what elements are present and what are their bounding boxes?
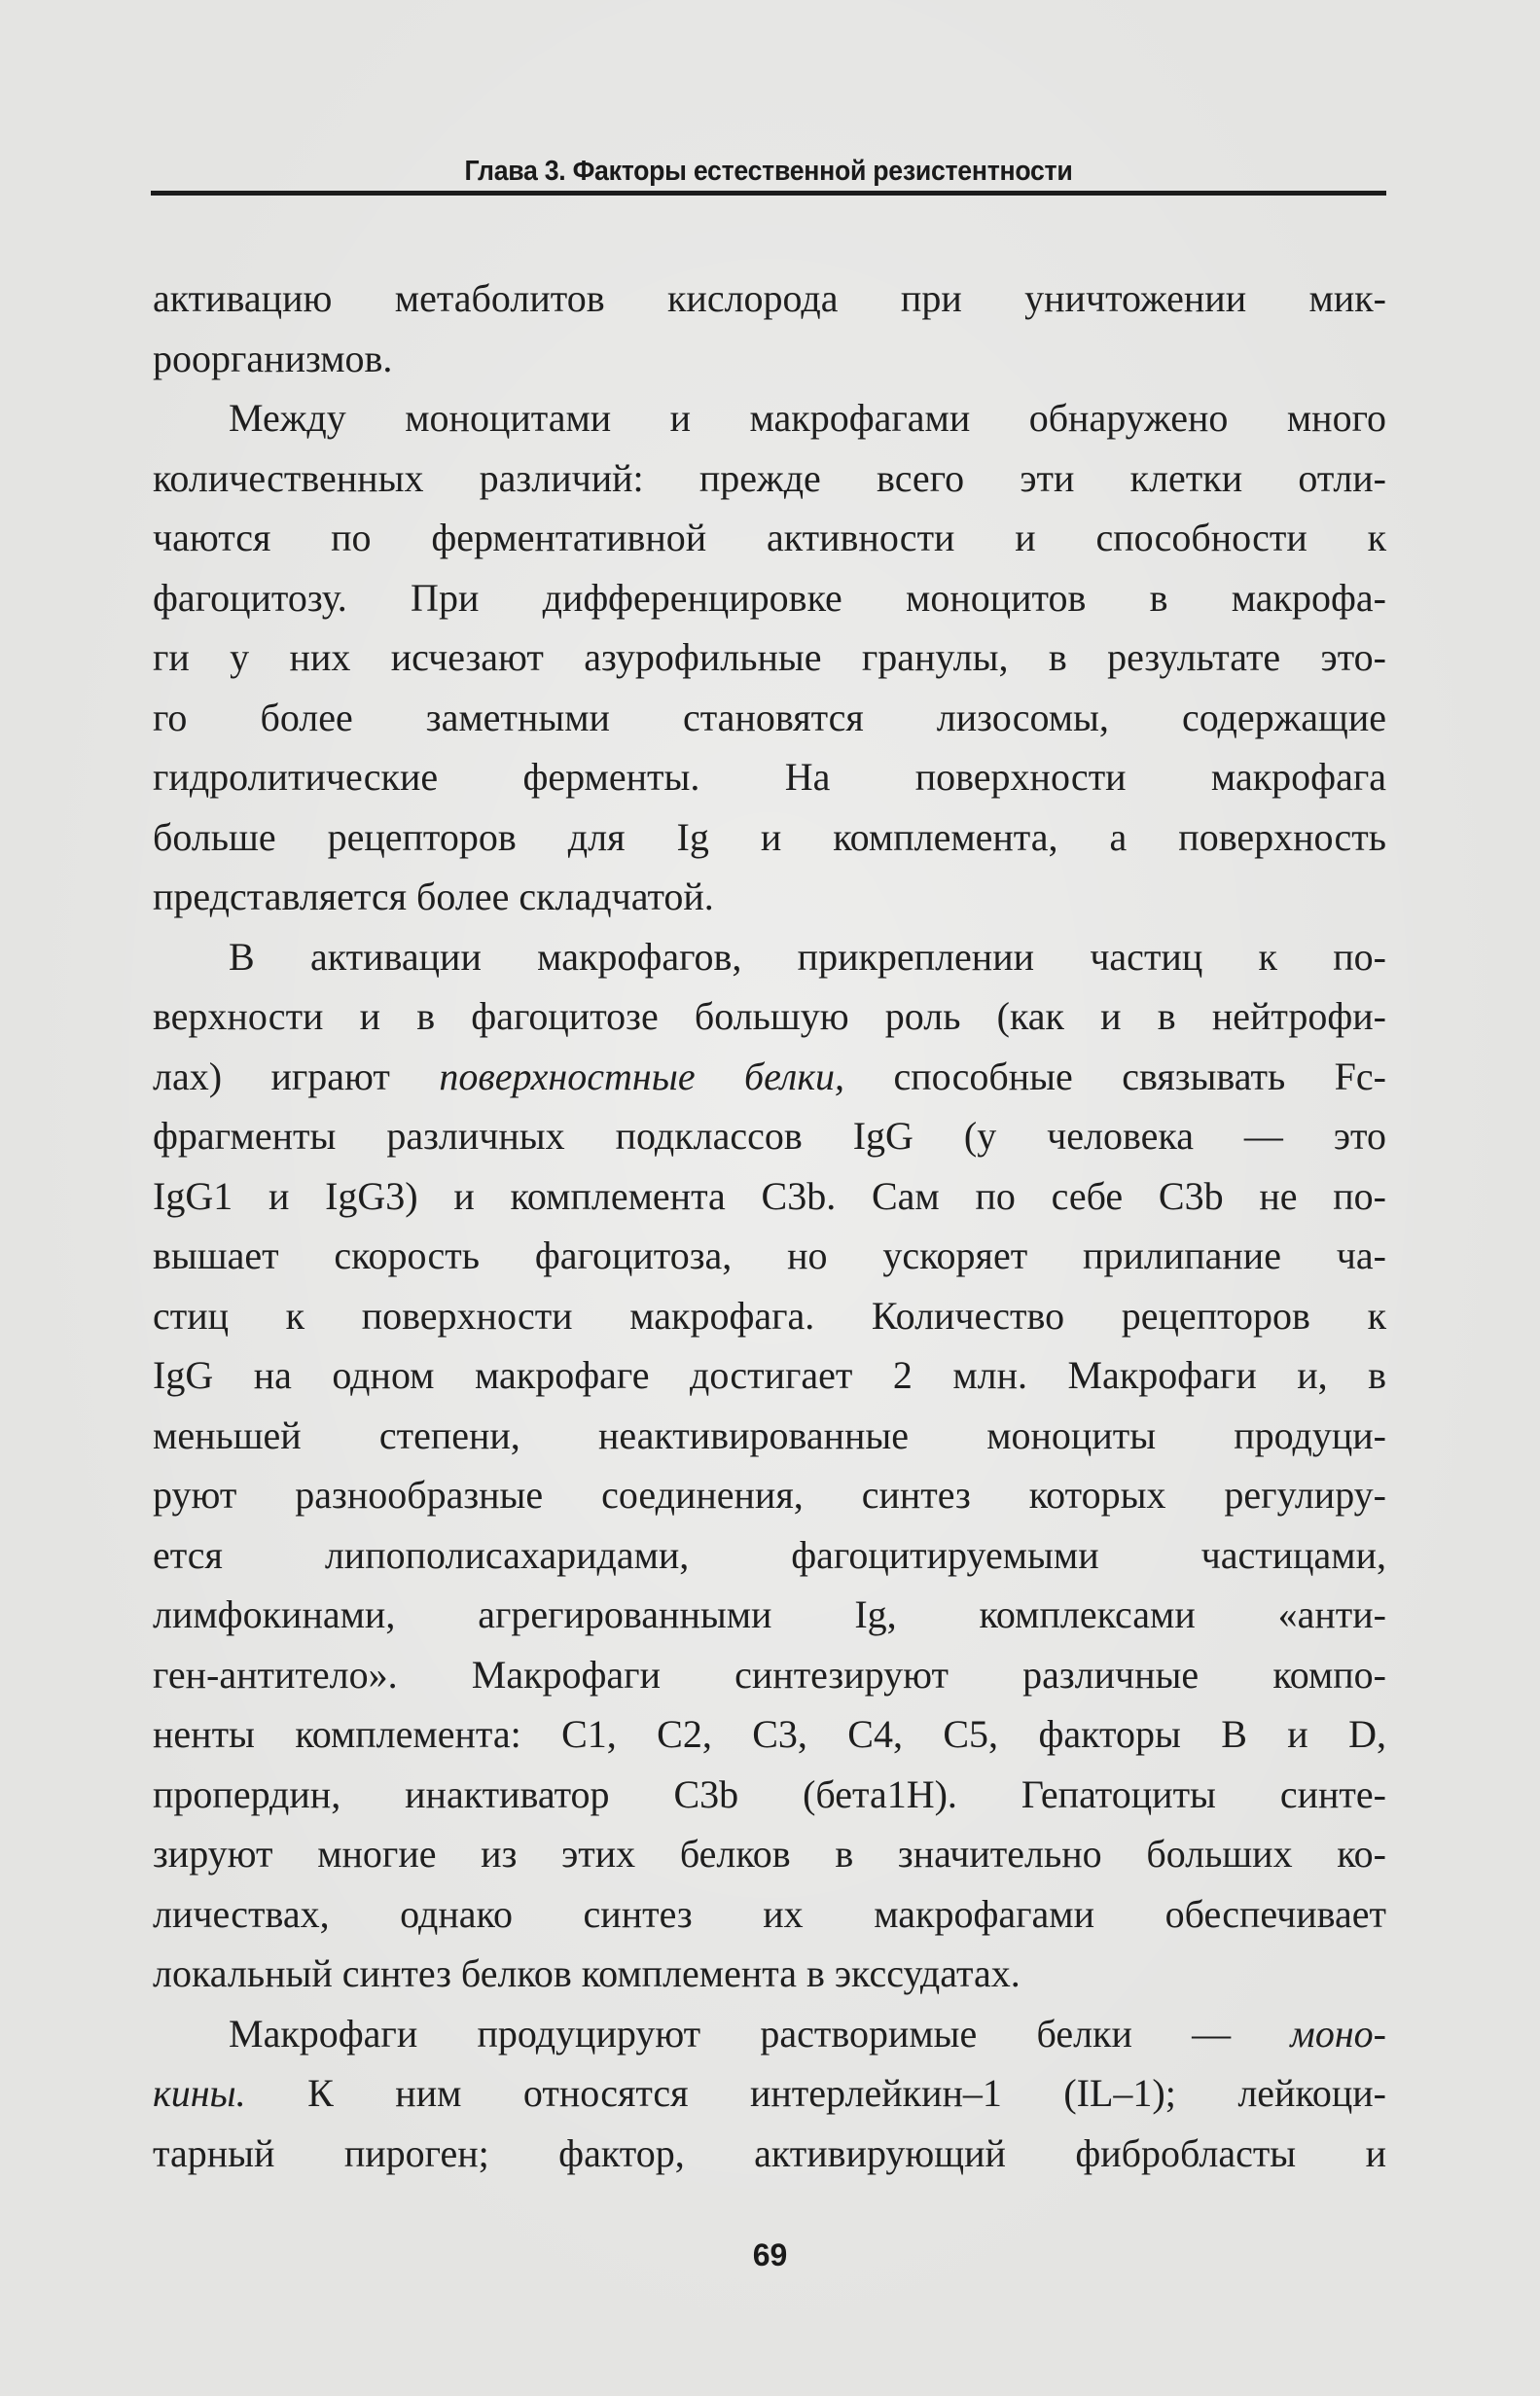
- text-line: представляется более складчатой.: [153, 875, 714, 918]
- italic-term: поверхностные белки,: [439, 1054, 845, 1098]
- text-line: IgG на одном макрофаге достигает 2 млн. Макрофаги и, в: [153, 1353, 1386, 1397]
- text-line: ги у них исчезают азурофильные гранулы, в результате это-: [153, 635, 1386, 679]
- italic-term: моно-: [1290, 2011, 1386, 2056]
- text-line: личествах, однако синтез их макрофагами обеспечивает: [153, 1891, 1386, 1936]
- text-line: локальный синтез белков комплемента в экссудатах.: [153, 1951, 1021, 1995]
- paragraph-first-line: В активации макрофагов, прикреплении частиц к по-: [229, 934, 1386, 979]
- text-line: тарный пироген; фактор, активирующий фибробласты и: [153, 2130, 1386, 2175]
- text-line: го более заметными становятся лизосомы, содержащие: [153, 695, 1386, 739]
- text-line: вышает скорость фагоцитоза, но ускоряет прилипание ча-: [153, 1234, 1386, 1277]
- text-line: роорганизмов.: [153, 336, 393, 380]
- header-rule: [151, 191, 1386, 196]
- text-line: руют разнообразные соединения, синтез которых регулиру-: [153, 1473, 1386, 1517]
- text-line: кины. К ним относятся интерлейкин–1 (IL–1); лейкоци-: [153, 2071, 1386, 2115]
- text-line: фрагменты различных подклассов IgG (у человека — это: [153, 1114, 1386, 1158]
- italic-term: кины.: [153, 2071, 246, 2115]
- text-line: больше рецепторов для Ig и комплемента, а поверхность: [153, 814, 1386, 859]
- text-line: чаются по ферментативной активности и способности к: [153, 516, 1386, 559]
- running-head: Глава 3. Факторы естественной резистентности: [464, 156, 1073, 187]
- text-line: гидролитические ферменты. На поверхности макрофага: [153, 755, 1386, 799]
- text-line: ген-антитело». Макрофаги синтезируют различные компо-: [153, 1652, 1386, 1697]
- text-line: лах) играют поверхностные белки, способные связывать Fc-: [153, 1054, 1386, 1098]
- text-line: ется липополисахаридами, фагоцитируемыми частицами,: [153, 1532, 1386, 1577]
- text-line: ненты комплемента: C1, C2, C3, C4, C5, факторы В и D,: [153, 1712, 1386, 1756]
- text-line: IgG1 и IgG3) и комплемента С3b. Сам по себе С3b не по-: [153, 1173, 1386, 1218]
- text-line: лимфокинами, агрегированными Ig, комплексами «анти-: [153, 1592, 1386, 1636]
- text-line: меньшей степени, неактивированные моноциты продуци-: [153, 1413, 1386, 1457]
- text-line: фагоцитозу. При дифференцировке моноцитов в макрофа-: [153, 575, 1386, 620]
- paragraph-first-line: Макрофаги продуцируют растворимые белки — моно-: [229, 2011, 1386, 2056]
- page-number: 69: [752, 2237, 788, 2272]
- text-line: верхности и в фагоцитозе большую роль (как и в нейтрофи-: [153, 994, 1386, 1038]
- text-line: зируют многие из этих белков в значительно больших ко-: [153, 1832, 1386, 1876]
- body-text: [153, 268, 1386, 2183]
- text-line: пропердин, инактиватор С3b (бета1Н). Гепатоциты синте-: [153, 1771, 1386, 1816]
- text-line: стиц к поверхности макрофага. Количество рецепторов к: [153, 1293, 1386, 1338]
- text-line: активацию метаболитов кислорода при уничтожении мик-: [153, 276, 1386, 320]
- text-line: количественных различий: прежде всего эти клетки отли-: [153, 455, 1386, 500]
- paragraph-first-line: Между моноцитами и макрофагами обнаружено много: [229, 396, 1386, 440]
